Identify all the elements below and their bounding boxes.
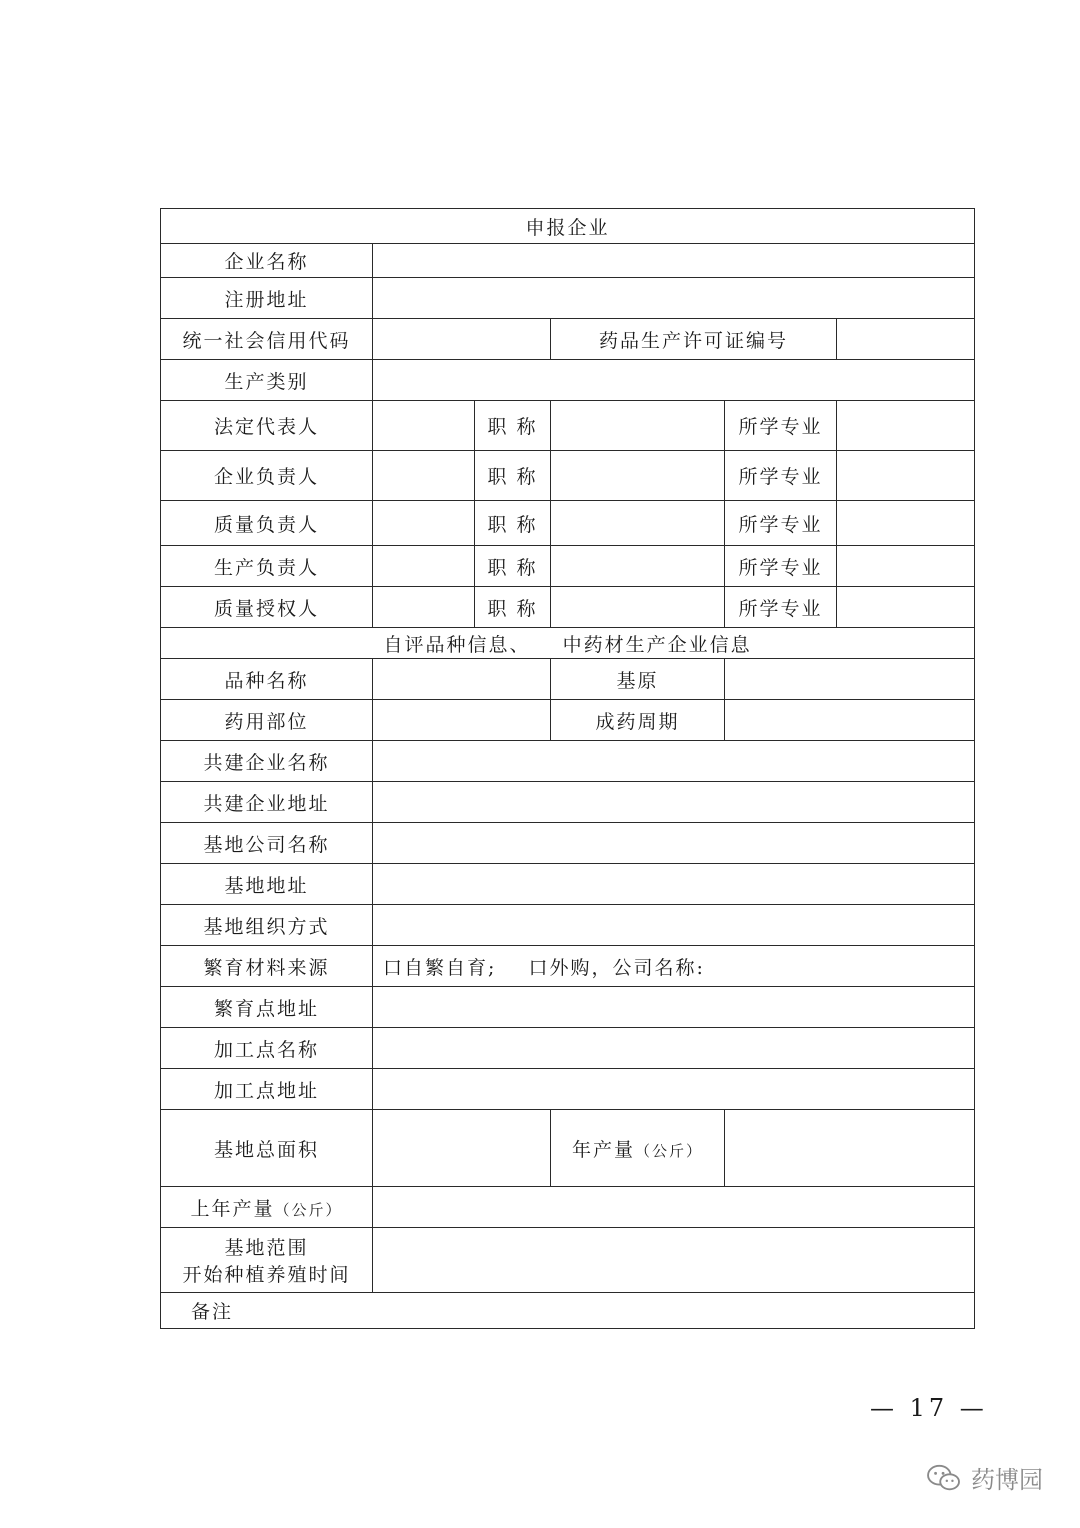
label-breeding-site-address: 繁育点地址 — [161, 987, 373, 1028]
label-processing-site-name: 加工点名称 — [161, 1028, 373, 1069]
field-major[interactable] — [837, 587, 975, 628]
label-major: 所学专业 — [725, 401, 837, 451]
label-title: 职 称 — [475, 546, 551, 587]
label-annual-output: 年产量（公斤） — [551, 1110, 725, 1187]
label-breeding-source: 繁育材料来源 — [161, 946, 373, 987]
field-title[interactable] — [551, 587, 725, 628]
field-registered-address[interactable] — [373, 278, 975, 319]
section-header-applicant: 申报企业 — [161, 209, 975, 244]
field-base-company-name[interactable] — [373, 823, 975, 864]
field-partner-company-name[interactable] — [373, 741, 975, 782]
page-number: — 17 — — [870, 1394, 988, 1422]
field-organization-mode[interactable] — [373, 905, 975, 946]
field-cycle[interactable] — [725, 700, 975, 741]
label-base-company-name: 基地公司名称 — [161, 823, 373, 864]
field-role-name[interactable] — [373, 501, 475, 546]
label-production-category: 生产类别 — [161, 360, 373, 401]
label-cycle: 成药周期 — [551, 700, 725, 741]
label-role: 质量负责人 — [161, 501, 373, 546]
label-role: 生产负责人 — [161, 546, 373, 587]
field-title[interactable] — [551, 501, 725, 546]
label-medicinal-part: 药用部位 — [161, 700, 373, 741]
label-title: 职 称 — [475, 587, 551, 628]
label-partner-company-name: 共建企业名称 — [161, 741, 373, 782]
label-last-year-output: 上年产量（公斤） — [161, 1187, 373, 1228]
field-title[interactable] — [551, 546, 725, 587]
label-license-no: 药品生产许可证编号 — [551, 319, 837, 360]
field-variety-name[interactable] — [373, 659, 551, 700]
watermark — [925, 1460, 1043, 1495]
field-role-name[interactable] — [373, 401, 475, 451]
field-origin[interactable] — [725, 659, 975, 700]
field-base-total-area[interactable] — [373, 1110, 551, 1187]
label-credit-code: 统一社会信用代码 — [161, 319, 373, 360]
field-license-no[interactable] — [837, 319, 975, 360]
label-organization-mode: 基地组织方式 — [161, 905, 373, 946]
field-processing-site-name[interactable] — [373, 1028, 975, 1069]
field-breeding-source[interactable]: 口自繁自育; 口外购，公司名称: — [373, 946, 975, 987]
unit-kg: （公斤） — [274, 1200, 343, 1219]
label-role: 法定代表人 — [161, 401, 373, 451]
application-form-table — [160, 208, 975, 1329]
label-major: 所学专业 — [725, 501, 837, 546]
field-partner-company-address[interactable] — [373, 782, 975, 823]
wechat-icon — [925, 1463, 963, 1493]
field-major[interactable] — [837, 401, 975, 451]
label-processing-site-address: 加工点地址 — [161, 1069, 373, 1110]
field-breeding-site-address[interactable] — [373, 987, 975, 1028]
label-company-name: 企业名称 — [161, 244, 373, 278]
field-last-year-output[interactable] — [373, 1187, 975, 1228]
section-header-variety: 自评品种信息、 中药材生产企业信息 — [161, 628, 975, 659]
field-role-name[interactable] — [373, 587, 475, 628]
field-title[interactable] — [551, 401, 725, 451]
label-base-scope: 基地范围 开始种植养殖时间 — [161, 1228, 373, 1293]
watermark-text: 药博园 — [971, 1466, 1043, 1494]
label-role: 企业负责人 — [161, 451, 373, 501]
label-major: 所学专业 — [725, 451, 837, 501]
label-origin: 基原 — [551, 659, 725, 700]
label-major: 所学专业 — [725, 587, 837, 628]
field-company-name[interactable] — [373, 244, 975, 278]
field-credit-code[interactable] — [373, 319, 551, 360]
label-role: 质量授权人 — [161, 587, 373, 628]
unit-kg: （公斤） — [635, 1141, 704, 1160]
field-major[interactable] — [837, 451, 975, 501]
field-processing-site-address[interactable] — [373, 1069, 975, 1110]
field-annual-output[interactable] — [725, 1110, 975, 1187]
label-title: 职 称 — [475, 501, 551, 546]
field-role-name[interactable] — [373, 546, 475, 587]
label-title: 职 称 — [475, 451, 551, 501]
field-base-scope[interactable] — [373, 1228, 975, 1293]
field-role-name[interactable] — [373, 451, 475, 501]
label-remarks[interactable]: 备注 — [161, 1293, 975, 1329]
field-major[interactable] — [837, 501, 975, 546]
field-base-address[interactable] — [373, 864, 975, 905]
label-base-address: 基地地址 — [161, 864, 373, 905]
label-base-total-area: 基地总面积 — [161, 1110, 373, 1187]
field-production-category[interactable] — [373, 360, 975, 401]
label-major: 所学专业 — [725, 546, 837, 587]
label-title: 职 称 — [475, 401, 551, 451]
label-partner-company-address: 共建企业地址 — [161, 782, 373, 823]
field-medicinal-part[interactable] — [373, 700, 551, 741]
field-title[interactable] — [551, 451, 725, 501]
label-variety-name: 品种名称 — [161, 659, 373, 700]
field-major[interactable] — [837, 546, 975, 587]
label-registered-address: 注册地址 — [161, 278, 373, 319]
